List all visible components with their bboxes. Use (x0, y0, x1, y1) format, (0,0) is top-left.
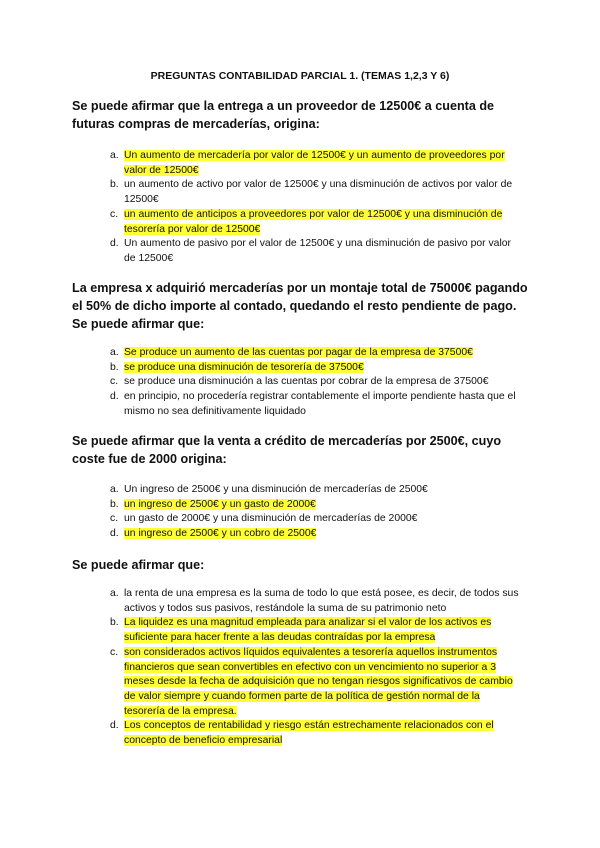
option-letter: c. (110, 513, 119, 525)
question-3-options (72, 483, 522, 542)
option-text: se produce una disminución a las cuentas por cobrar de la empresa de 37500€ (124, 376, 489, 388)
option-text: Un aumento de mercadería por valor de 12500€ y un aumento de proveedores por valor de 12500€ (124, 150, 505, 176)
question-1: Se puede afirmar que la entrega a un proveedor de 12500€ a cuenta de futuras compras de mercaderías, origina: (72, 99, 495, 131)
option-4d (72, 719, 522, 748)
option-letter: a. (110, 150, 119, 161)
option-1d (72, 237, 522, 266)
option-text: un aumento de activo por valor de 12500€ y una disminución de activos por valor de 12500€ (124, 179, 513, 206)
option-letter: a. (110, 484, 119, 495)
option-4b (72, 616, 522, 645)
option-4a (72, 587, 522, 616)
option-3d (72, 527, 522, 542)
option-text: son considerados activos líquidos equivalentes a tesorería aquellos instrumentos financieros que sean convertibles en efectivo con un vencimiento no superior a 3 meses desde la fecha de adquisición que no tengan riesgos significativos de cambio de valor siempre y cuando formen parte de la política de gestión normal de la tesorería de la empresa. (124, 646, 513, 717)
question-4: Se puede afirmar que: (72, 558, 205, 572)
option-2b (72, 361, 522, 376)
question-1-options (72, 149, 522, 267)
option-letter: a. (110, 347, 119, 358)
option-letter: c. (110, 376, 119, 388)
option-text: Los conceptos de rentabilidad y riesgo están estrechamente relacionados con el concepto de beneficio empresarial (124, 720, 494, 747)
option-text: la renta de una empresa es la suma de todo lo que está posee, es decir, de todos sus activos y todos sus pasivos, restándole la suma de su patrimonio neto (124, 588, 519, 614)
option-letter: d. (110, 528, 119, 540)
option-2a (72, 346, 522, 361)
option-letter: b. (110, 498, 119, 510)
option-text: en principio, no procedería registrar contablemente el importe pendiente hasta que el mismo no sea definitivamente liquidado (124, 391, 516, 417)
option-text: Un aumento de pasivo por el valor de 12500€ y una disminución de pasivo por valor de 12500€ (124, 238, 512, 264)
option-letter: c. (110, 646, 119, 658)
option-letter: d. (110, 238, 119, 250)
option-letter: b. (110, 179, 119, 191)
option-text: se produce una disminución de tesorería de 37500€ (124, 361, 364, 373)
option-letter: c. (110, 208, 119, 220)
option-letter: b. (110, 361, 119, 373)
option-letter: d. (110, 391, 119, 403)
option-text: Un ingreso de 2500€ y una disminución de mercaderías de 2500€ (124, 484, 428, 495)
question-4-options (72, 587, 522, 749)
question-3: Se puede afirmar que la venta a crédito de mercaderías por 2500€, cuyo coste fue de 2000 origina: (72, 434, 502, 466)
option-text: un gasto de 2000€ y una disminución de mercaderías de 2000€ (124, 513, 418, 525)
question-2-options (72, 346, 522, 420)
option-letter: a. (110, 588, 119, 599)
option-3a (72, 483, 522, 498)
option-text: un ingreso de 2500€ y un cobro de 2500€ (124, 528, 317, 540)
question-2: La empresa x adquirió mercaderías por un montaje total de 75000€ pagando el 50% de dicho importe al contado, quedando el resto pendiente de pago. Se puede afirmar que: (72, 281, 528, 331)
option-2c (72, 375, 522, 390)
option-3c (72, 512, 522, 527)
option-4c (72, 646, 522, 720)
option-1b (72, 178, 522, 207)
option-1c (72, 208, 522, 237)
option-text: Se produce un aumento de las cuentas por pagar de la empresa de 37500€ (124, 347, 473, 358)
option-text: La liquidez es una magnitud empleada para analizar si el valor de los activos es suficiente para hacer frente a las deudas contraídas por la empresa (124, 617, 492, 644)
option-text: un aumento de anticipos a proveedores por valor de 12500€ y una disminución de tesorería por valor de 12500€ (124, 208, 503, 235)
document-title: PREGUNTAS CONTABILIDAD PARCIAL 1. (TEMAS 1,2,3 Y 6) (150, 70, 450, 82)
option-letter: d. (110, 720, 119, 732)
option-text: un ingreso de 2500€ y un gasto de 2000€ (124, 498, 316, 510)
option-3b (72, 498, 522, 513)
option-1a (72, 149, 522, 178)
option-letter: b. (110, 617, 119, 629)
option-2d (72, 390, 522, 419)
